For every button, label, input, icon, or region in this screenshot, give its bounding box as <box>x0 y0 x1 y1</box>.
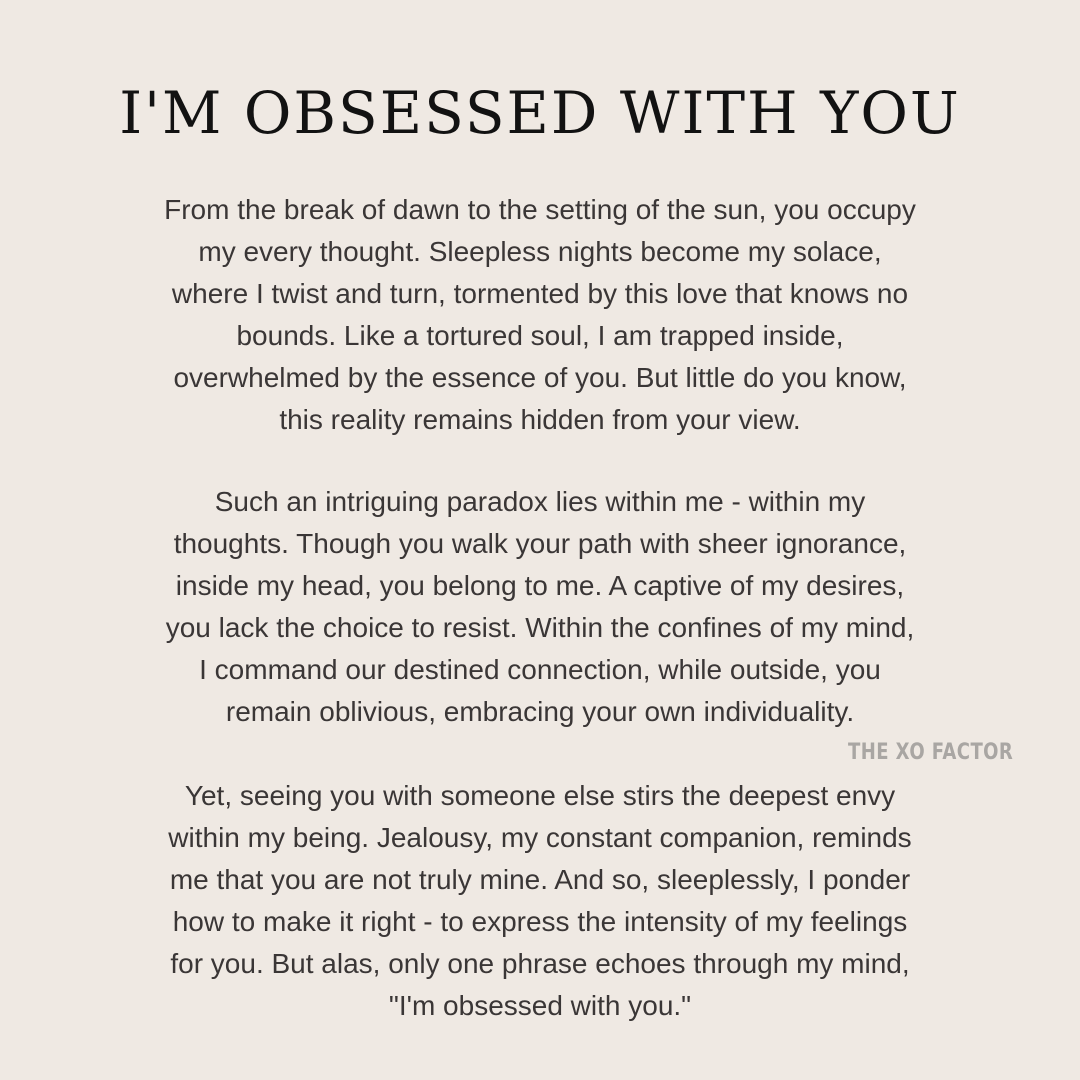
poem-line: how to make it right - to express the intensity of my feelings <box>172 906 908 937</box>
poem-line: my every thought. Sleepless nights become my solace, <box>198 236 882 267</box>
poem-line: bounds. Like a tortured soul, I am trapped inside, <box>236 320 844 351</box>
poem-line: inside my head, you belong to me. A captive of my desires, <box>175 570 905 601</box>
poem-line: "I'm obsessed with you." <box>388 990 692 1021</box>
poem-paragraph-3 <box>100 775 980 1027</box>
poem-line: within my being. Jealousy, my constant companion, reminds <box>168 822 912 853</box>
poem-line: me that you are not truly mine. And so, sleeplessly, I ponder <box>169 864 911 895</box>
poem-title: I'M OBSESSED WITH YOU <box>119 79 961 147</box>
poem-line: I command our destined connection, while outside, you <box>199 654 881 685</box>
poem-line: you lack the choice to resist. Within the confines of my mind, <box>165 612 915 643</box>
poem-line: thoughts. Though you walk your path with sheer ignorance, <box>173 528 907 559</box>
watermark-label: THE XO FACTOR <box>848 740 1014 765</box>
poem-line: Yet, seeing you with someone else stirs the deepest envy <box>184 780 896 811</box>
poem-line: Such an intriguing paradox lies within me - within my <box>214 486 866 517</box>
poem-line: this reality remains hidden from your view. <box>279 404 801 435</box>
poem-line: remain oblivious, embracing your own individuality. <box>225 696 855 727</box>
poem-paragraph-2 <box>100 481 980 733</box>
poem-line: From the break of dawn to the setting of the sun, you occupy <box>164 194 916 225</box>
poem-line: overwhelmed by the essence of you. But little do you know, <box>173 362 907 393</box>
poem-line: for you. But alas, only one phrase echoes through my mind, <box>170 948 910 979</box>
poem-paragraph-1 <box>100 189 980 441</box>
poem-line: where I twist and turn, tormented by this love that knows no <box>171 278 909 309</box>
